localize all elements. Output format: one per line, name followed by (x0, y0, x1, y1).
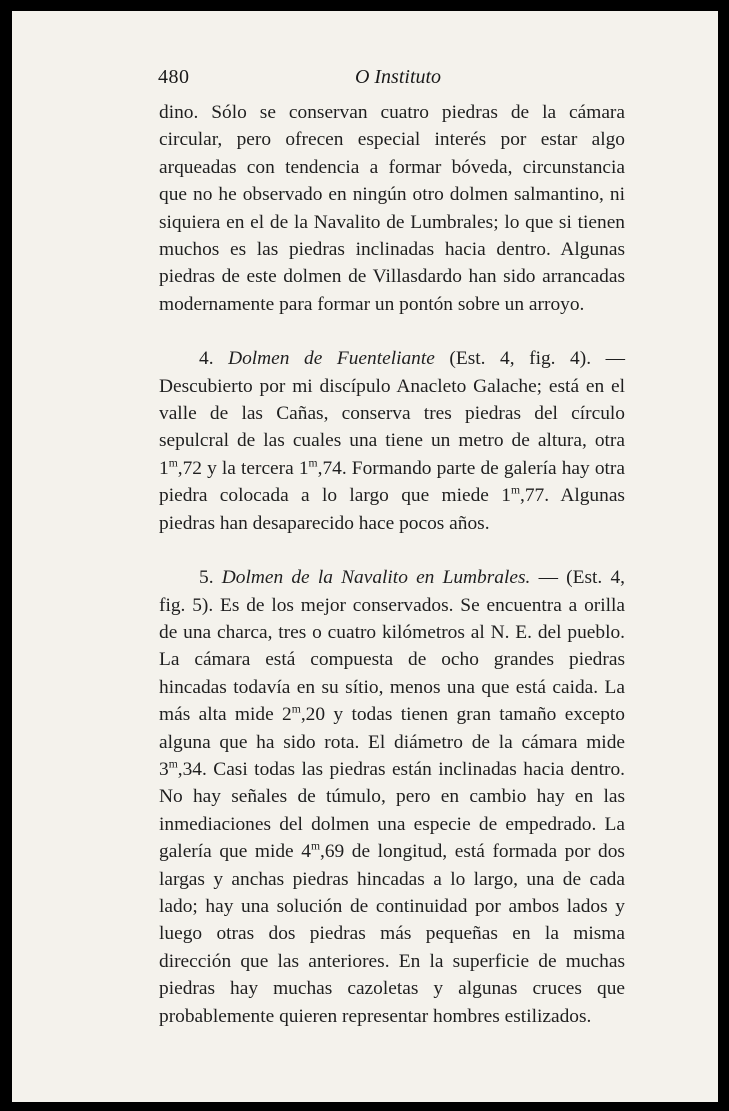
unit-superscript: m (168, 456, 178, 470)
document-page (12, 11, 718, 1102)
paragraph-fuenteliante (159, 345, 625, 537)
paragraph-text: ,72 y la tercera 1 (177, 457, 309, 479)
paragraph-text: ,77. Algunas piedras han desaparecido hace pocos años. (159, 485, 625, 534)
running-title: O Instituto (354, 66, 442, 88)
paragraph-text: — (Est. 4, fig. 5). Es de los mejor conservados. Se encuentra a orilla de una charca, tres o cuatro kilómetros al N. E. del pueblo. La cámara está compuesta de ocho grandes piedras hincadas todavía en su sítio, menos una que está caida. La más alta mide 2 (159, 567, 625, 726)
paragraph-text: ,20 y todas tienen gran tamaño excepto alguna que ha sido rota. El diámetro de la cámara mide 3 (159, 704, 626, 780)
section-number: 4. (199, 348, 214, 370)
unit-superscript: m (510, 483, 520, 497)
unit-superscript: m (168, 757, 178, 771)
paragraph-navalito (159, 564, 625, 1030)
body-text (159, 99, 625, 1030)
paragraph-villasdardo (159, 99, 625, 318)
paragraph-text: ,34. Casi todas las piedras están inclinadas hacia dentro. No hay señales de túmulo, pero en cambio hay en las inmediaciones del dolmen una especie de empedrado. La galería que mide 4 (159, 758, 625, 863)
section-number: 5. (199, 567, 214, 589)
unit-superscript: m (310, 839, 320, 853)
section-title: Dolmen de la Navalito en Lumbrales. (221, 567, 531, 589)
paragraph-text: (Est. 4, fig. 4). — Descubierto por mi discípulo Anacleto Galache; está en el valle de las Cañas, conserva tres piedras del círculo sepulcral de las cuales una tiene un metro de altura, otra 1 (159, 348, 625, 479)
section-title: Dolmen de Fuenteliante (228, 348, 435, 370)
paragraph-text: ,74. Formando parte de galería hay otra piedra colocada a lo largo que miede 1 (159, 457, 625, 507)
page-header (158, 66, 638, 96)
unit-superscript: m (291, 702, 301, 716)
paragraph-text: dino. Sólo se conservan cuatro piedras de la cámara circular, pero ofrecen especial interés por estar algo arqueadas con tendencia a formar bóveda, circunstancia que no he observado en ningún otro dolmen salmantino, ni siquiera en el de la Navalito de Lumbrales; lo que si tienen muchos es las piedras inclinadas hacia dentro. Algunas piedras de este dolmen de Villasdardo han sido arrancadas modernamente para formar un pontón sobre un arroyo. (159, 102, 625, 315)
paragraph-text: ,69 de longitud, está formada por dos largas y anchas piedras hincadas a lo largo, una de cada lado; hay una solución de continuidad por ambos lados y luego otras dos piedras más pequeñas en la misma dirección que las anteriores. En la superficie de muchas piedras hay muchas cazoletas y algunas cruces que probablemente quieren representar hombres estilizados. (159, 841, 625, 1027)
unit-superscript: m (308, 456, 318, 470)
page-number: 480 (158, 66, 190, 88)
